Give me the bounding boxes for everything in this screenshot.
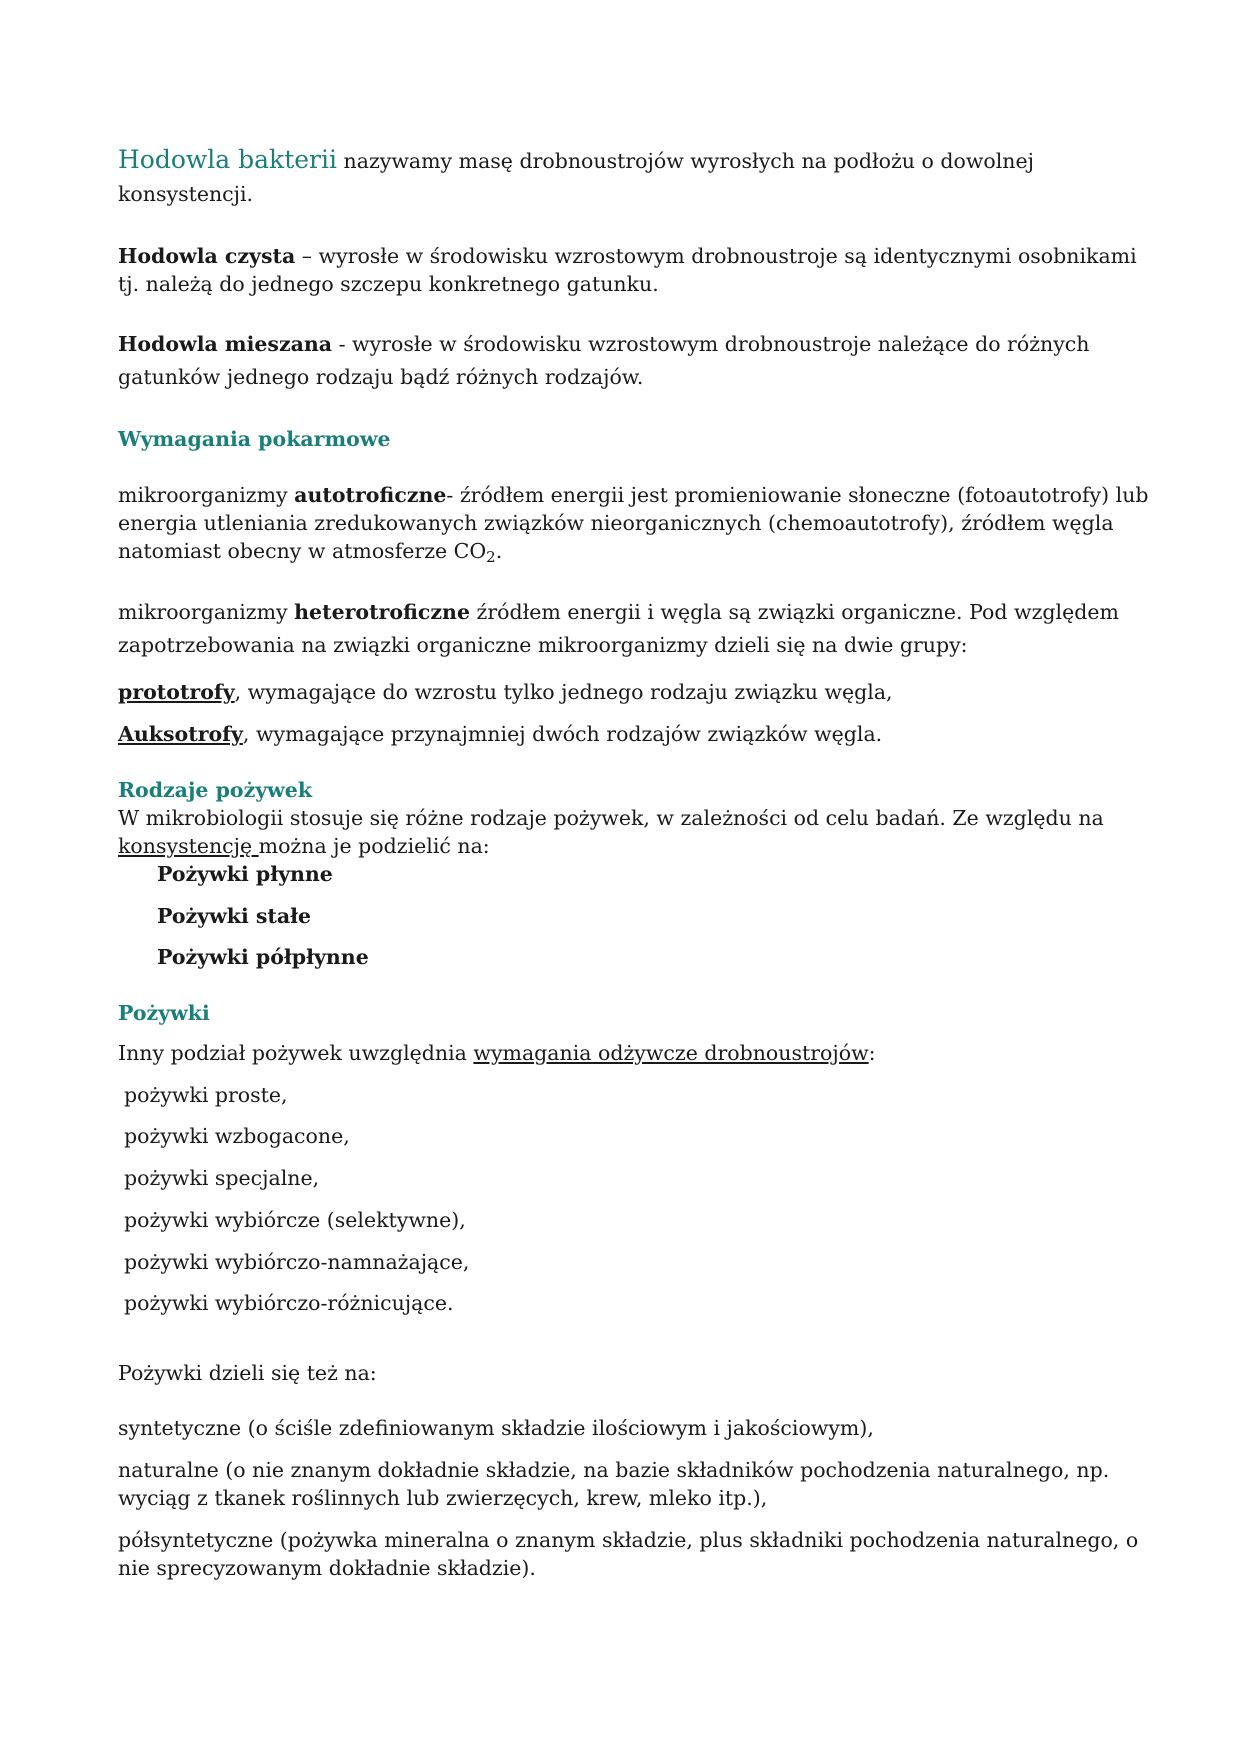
heterotroph-line-2: zapotrzebowania na związki organiczne mikroorganizmy dzieli się na dwie grupy: [118, 633, 968, 657]
media-list-item: pożywki proste, [124, 1083, 288, 1107]
nutrition-heading: Wymagania pokarmowe [118, 427, 391, 451]
autotroph-co2-text: natomiast obecny w atmosferze CO [118, 539, 487, 563]
natural-line-2: wyciąg z tkanek roślinnych lub zwierzęcych, krew, mleko itp.), [118, 1486, 768, 1510]
natural-line-1: naturalne (o nie znanym dokładnie składzie, na bazie składników pochodzenia naturalnego, np. [118, 1458, 1110, 1482]
co2-subscript: 2 [486, 548, 496, 566]
auxotrophs-term: Auksotrofy [118, 722, 243, 746]
auxotrophs-text: , wymagające przynajmniej dwóch rodzajów związków węgla. [242, 722, 883, 746]
heterotroph-prefix: mikroorganizmy [118, 600, 295, 624]
intro-line-2: konsystencji. [118, 182, 254, 206]
media-heading: Pożywki [118, 1001, 210, 1025]
heterotroph-paragraph [118, 598, 1128, 626]
autotroph-prefix: mikroorganizmy [118, 483, 295, 507]
prototrophs-text: , wymagające do wzrostu tylko jednego rodzaju związku węgla, [234, 680, 893, 704]
pure-culture-term: Hodowla czysta [118, 244, 296, 268]
mixed-culture-line-1: - wyrosłe w środowisku wzrostowym drobnoustroje należące do różnych [332, 332, 1090, 356]
media-list-item: pożywki wybiórcze (selektywne), [124, 1208, 466, 1232]
mixed-culture-line-2: gatunków jednego rodzaju bądź różnych rodzajów. [118, 365, 644, 389]
mixed-culture-paragraph [118, 330, 1128, 358]
media-type-item: Pożywki płynne [157, 862, 333, 886]
media-intro-prefix: Inny podział pożywek uwzględnia [118, 1041, 474, 1065]
media-also-line: Pożywki dzieli się też na: [118, 1361, 377, 1385]
autotroph-end: . [495, 539, 503, 563]
media-list-item: pożywki specjalne, [124, 1166, 320, 1190]
autotroph-line-1: - źródłem energii jest promieniowanie słoneczne (fotoautotrofy) lub [446, 483, 1149, 507]
nutritional-requirements-link[interactable]: wymagania odżywcze drobnoustrojów [473, 1041, 869, 1065]
media-type-item: Pożywki stałe [157, 904, 312, 928]
synthetic-line: syntetyczne (o ściśle zdefiniowanym składzie ilościowym i jakościowym), [118, 1416, 874, 1440]
media-types-line-2 [118, 832, 1128, 860]
media-intro-suffix: : [868, 1041, 876, 1065]
heterotroph-term: heterotroficzne [294, 600, 471, 624]
intro-paragraph [118, 146, 1128, 175]
consistency-link[interactable]: konsystencję [118, 834, 259, 858]
semi-synthetic-line-2: nie sprecyzowanym dokładnie składzie). [118, 1556, 536, 1580]
semi-synthetic-line-1: półsyntetyczne (pożywka mineralna o znanym składzie, plus składniki pochodzenia naturalnego, o [118, 1528, 1139, 1552]
intro-line-1: nazywamy masę drobnoustrojów wyrosłych na podłożu o dowolnej [337, 149, 1034, 173]
autotroph-line-3 [118, 537, 1128, 565]
pure-culture-paragraph [118, 242, 1137, 270]
autotroph-term: autotroficzne [294, 483, 447, 507]
autotroph-line-2: energia utleniania zredukowanych związków nieorganicznych (chemoautotrofy), źródłem węgla [118, 511, 1114, 535]
pure-culture-line-1: – wyrosłe w środowisku wzrostowym drobnoustroje są identycznymi osobnikami [295, 244, 1137, 268]
auxotrophs-line [118, 720, 1128, 748]
autotroph-paragraph [118, 481, 1149, 509]
mixed-culture-term: Hodowla mieszana [118, 332, 333, 356]
media-list-item: pożywki wybiórczo-namnażające, [124, 1250, 470, 1274]
heterotroph-line-1: źródłem energii i węgla są związki organiczne. Pod względem [470, 600, 1119, 624]
media-types-line-2-rest: można je podzielić na: [258, 834, 490, 858]
media-list-item: pożywki wzbogacone, [124, 1124, 350, 1148]
document-title: Hodowla bakterii [118, 145, 337, 174]
media-list-item: pożywki wybiórczo-różnicujące. [124, 1291, 454, 1315]
media-types-line-1: W mikrobiologii stosuje się różne rodzaje pożywek, w zależności od celu badań. Ze względu na [118, 806, 1104, 830]
media-type-item: Pożywki półpłynne [157, 945, 369, 969]
pure-culture-line-2: tj. należą do jednego szczepu konkretnego gatunku. [118, 272, 659, 296]
prototrophs-line [118, 678, 1128, 706]
media-types-heading: Rodzaje pożywek [118, 778, 313, 802]
media-intro [118, 1039, 1128, 1067]
prototrophs-term: prototrofy [118, 680, 235, 704]
